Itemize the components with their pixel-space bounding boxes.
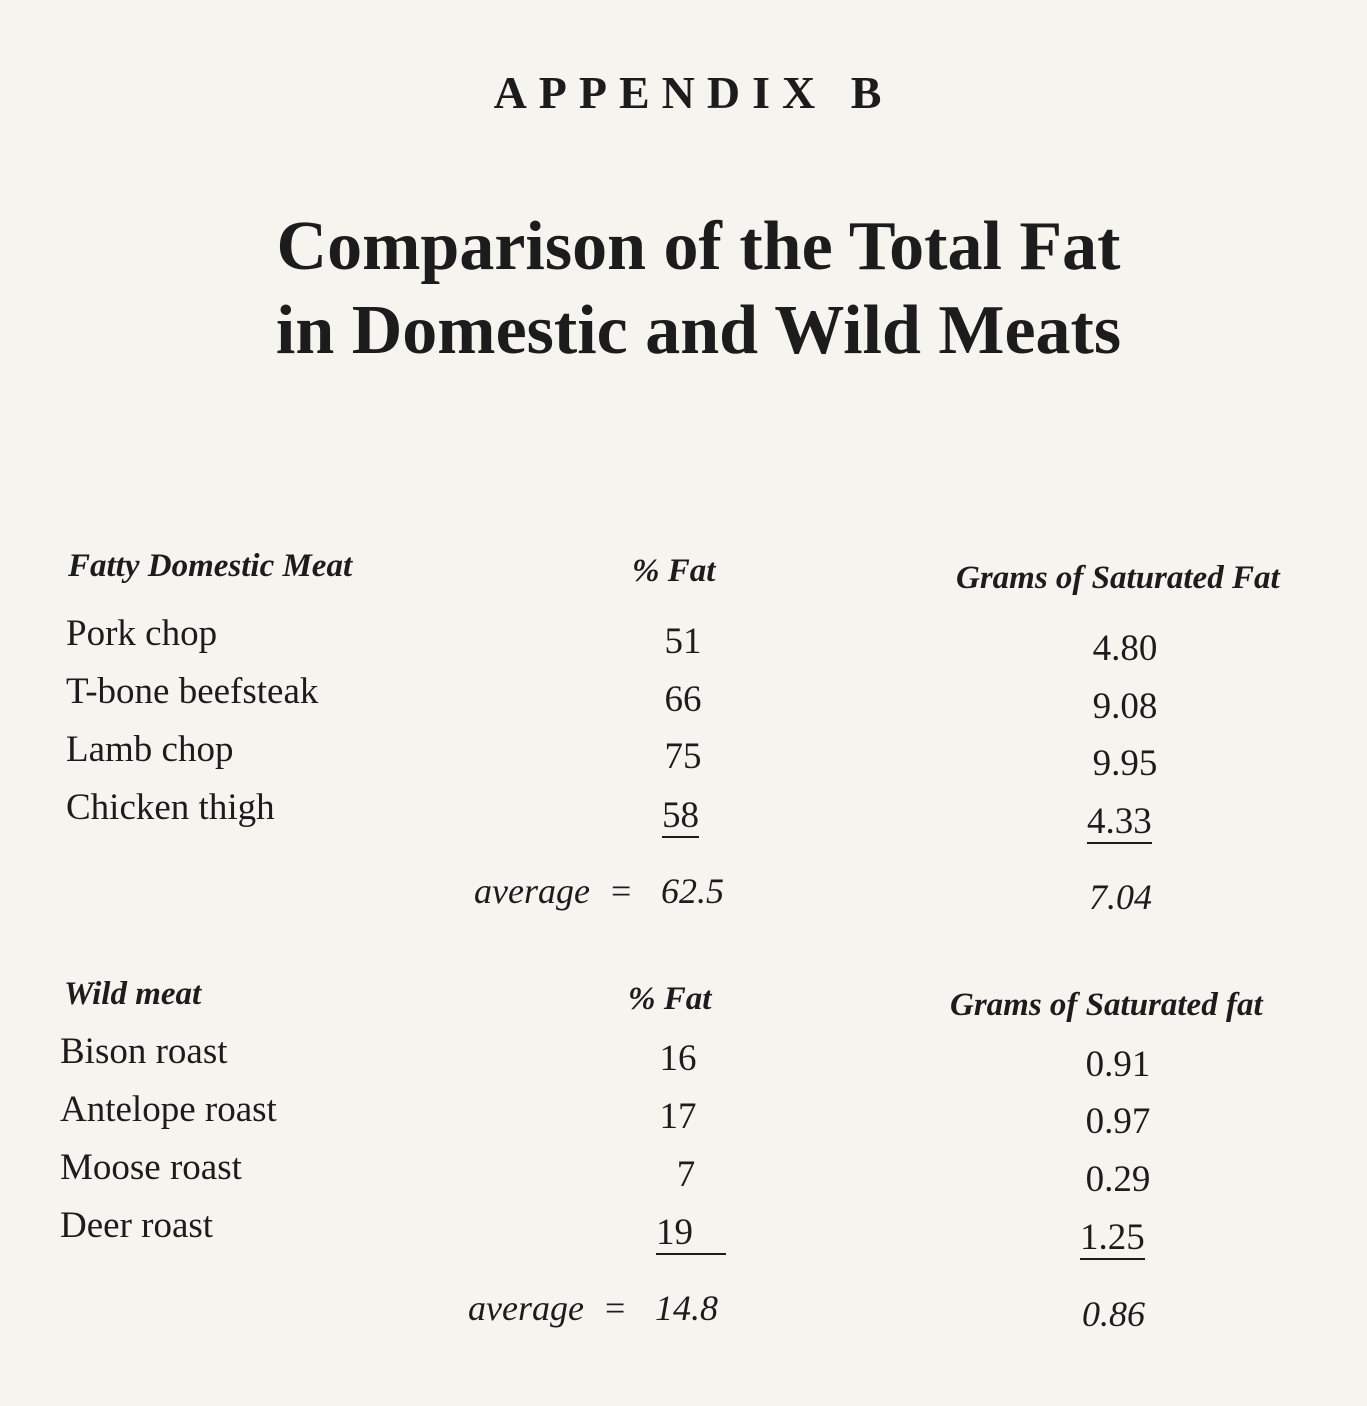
domestic-average-fat: 62.5 bbox=[661, 871, 724, 911]
table-row-name: Chicken thigh bbox=[66, 787, 275, 828]
wild-average-label: average bbox=[468, 1288, 584, 1328]
table-row-name: Pork chop bbox=[66, 613, 218, 654]
table-row-sat: 4.80 bbox=[1092, 628, 1158, 669]
table-row-name: Bison roast bbox=[60, 1031, 228, 1072]
title-line-2: in Domestic and Wild Meats bbox=[275, 292, 1122, 369]
domestic-header-fat: % Fat bbox=[632, 553, 716, 589]
table-row-sat: 1.25 bbox=[1080, 1217, 1145, 1258]
table-row-fat: 58 bbox=[662, 795, 699, 836]
table-row-sat: 9.95 bbox=[1092, 743, 1158, 784]
table-row-name: Deer roast bbox=[60, 1205, 214, 1246]
table-row-fat: 66 bbox=[664, 679, 702, 720]
table-row-name: Moose roast bbox=[60, 1147, 242, 1188]
table-row-sat: 0.29 bbox=[1085, 1159, 1151, 1200]
domestic-average-equals: = bbox=[611, 871, 632, 911]
page-title bbox=[0, 205, 1367, 373]
wild-average-fat: 14.8 bbox=[655, 1288, 718, 1328]
table-row-fat: 75 bbox=[664, 736, 702, 777]
table-row-sat: 4.33 bbox=[1087, 801, 1152, 842]
table-row-sat: 9.08 bbox=[1092, 686, 1158, 727]
table-row-sat: 0.91 bbox=[1085, 1044, 1151, 1085]
table-row-name: Lamb chop bbox=[66, 729, 234, 770]
table-row-fat: 16 bbox=[659, 1038, 697, 1079]
domestic-average-label: average bbox=[474, 871, 590, 911]
domestic-header-sat: Grams of Saturated Fat bbox=[956, 560, 1280, 596]
table-row-fat: 17 bbox=[659, 1096, 697, 1137]
domestic-header-name: Fatty Domestic Meat bbox=[68, 548, 353, 584]
table-row-name: T-bone beefsteak bbox=[66, 671, 319, 712]
wild-header-name: Wild meat bbox=[64, 976, 202, 1012]
appendix-label: APPENDIX B bbox=[493, 67, 894, 118]
table-row-fat: 7 bbox=[676, 1154, 696, 1195]
table-row-name: Antelope roast bbox=[60, 1089, 277, 1130]
wild-average-equals: = bbox=[605, 1288, 626, 1328]
table-row-fat: 19 bbox=[656, 1213, 726, 1255]
domestic-average-sat: 7.04 bbox=[1089, 877, 1152, 917]
wild-average-sat: 0.86 bbox=[1082, 1294, 1145, 1334]
wild-header-sat: Grams of Saturated fat bbox=[950, 987, 1263, 1023]
table-row-sat: 0.97 bbox=[1085, 1101, 1151, 1142]
wild-header-fat: % Fat bbox=[628, 981, 712, 1017]
table-row-fat: 51 bbox=[664, 621, 702, 662]
title-line-1: Comparison of the Total Fat bbox=[276, 208, 1121, 285]
